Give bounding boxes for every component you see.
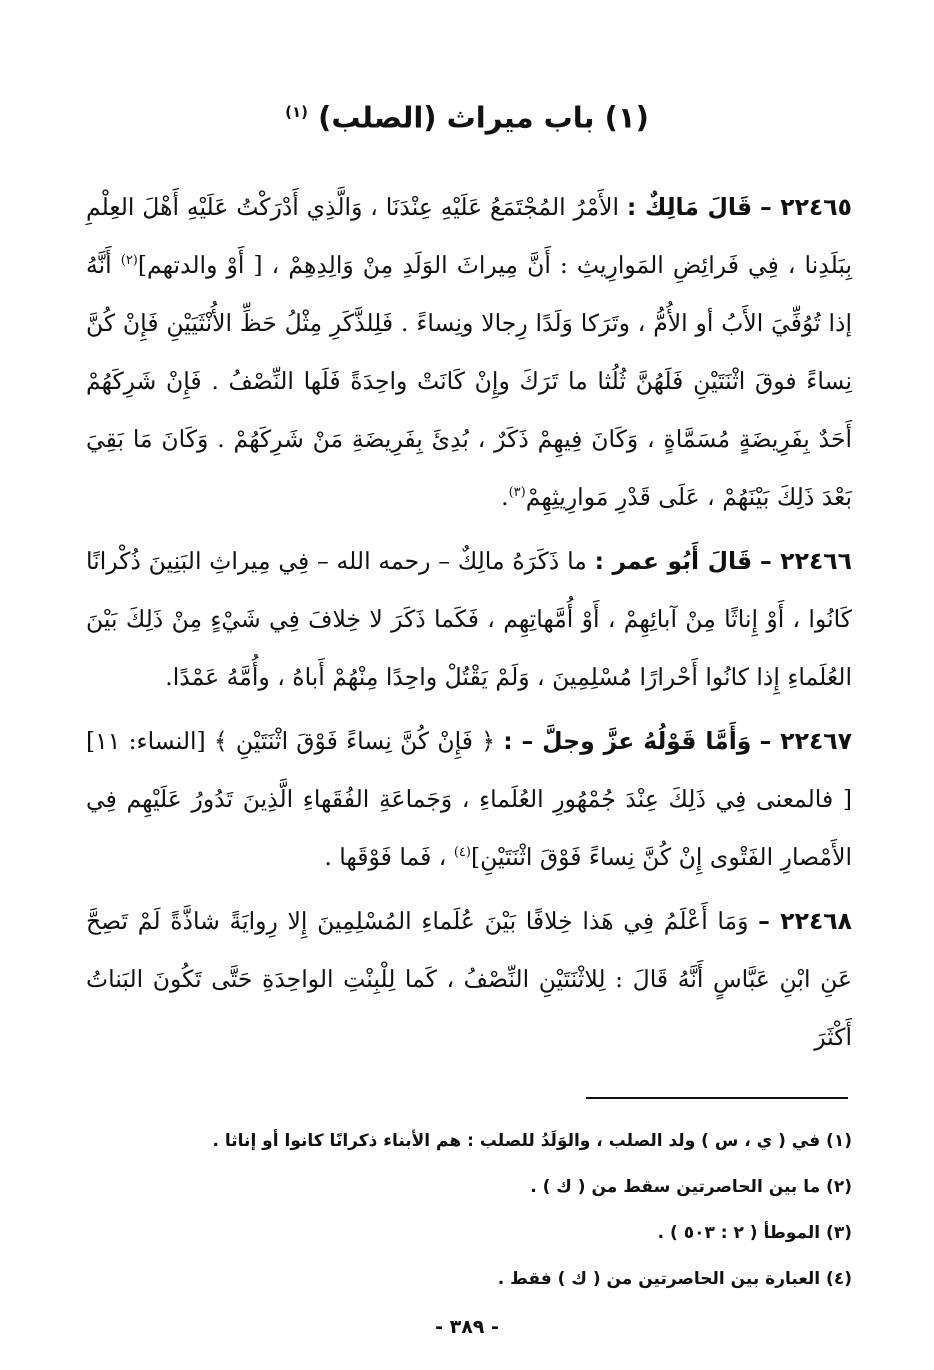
paragraph-speaker: وَأَمَّا قَوْلُهُ عزَّ وجلَّ – :	[503, 727, 752, 755]
paragraph-end: .	[501, 483, 509, 511]
main-text	[86, 178, 852, 1066]
paragraph-text-continued: ، فَما فَوْقَها .	[324, 843, 454, 871]
paragraph-speaker: قَالَ مَالِكٌ :	[626, 193, 753, 221]
paragraph-text: وَمَا أَعْلَمُ فِي هَذا خِلافًا بَيْنَ عُلَماءِ المُسْلِمِينَ إِلا رِوايَةً شاذَّةً لَمْ تَصِحَّ عَنِ ابْنِ عَبَّاسٍ أَنَّهُ قَالَ : لِلاثْنَتَيْنِ النِّصْفُ ، كَما لِلْبِنْتِ الواحِدَةِ حَتَّى تَكُونَ البَناتُ أَكْثَرَ	[86, 907, 852, 1051]
paragraph-speaker: قَالَ أَبُو عمر :	[594, 547, 753, 575]
chapter-title-note: (١)	[285, 103, 308, 121]
paragraph-22466	[86, 532, 852, 706]
footnote-4: (٤) العبارة بين الحاصرتين من ( ك ) فقط .	[497, 1269, 852, 1289]
footnote-ref: (٣)	[508, 485, 526, 501]
paragraph-number: ٢٢٤٦٥ –	[759, 193, 852, 221]
paragraph-text: ما ذَكَرَهُ مالِكٌ – رحمه الله – فِي مِيراثِ البَنِينَ ذُكْرانًا كَانُوا ، أَوْ إِناثًا مِنْ آبائِهِمْ ، أَوْ أُمَّهاتِهِم ، فَكَما ذَكَرَ لا خِلافَ فِي شَيْءٍ مِنْ ذَلِكَ بَيْنَ العُلَماءِ إِذا كانُوا أَحْرارًا مُسْلِمِينَ ، وَلَمْ يَقْتُلْ واحِدًا مِنْهُمْ أَباهُ ، وأُمَّهُ عَمْدًا.	[86, 547, 852, 691]
paragraph-number: ٢٢٤٦٨ –	[758, 907, 852, 935]
footnote-ref: (٢)	[120, 253, 138, 269]
paragraph-text: الأَمْرُ المُجْتَمَعُ عَلَيْهِ عِنْدَنَا ، وَالَّذِي أَدْرَكْتُ عَلَيْهِ أَهْلَ العِلْمِ بِبَلَدِنا ، فِي فَرائِضِ المَوارِيثِ : أَنَّ مِيراثَ الوَلَدِ مِنْ وَالِدِهِمْ ، [ أَوْ والدتهم]	[86, 193, 852, 279]
paragraph-text-continued: أَنَّهُ إذا تُوُفِّيَ الأَبُ أو الأُمُّ ، وتَرَكا وَلَدًا رِجالا ونِساءً . فَلِلذَّكَرِ مِثْلُ حَظِّ الأُنْثَيَيْنِ فَإِنْ كُنَّ نِساءً فوقَ اثْنَتَيْنِ فَلَهُنَّ ثُلُثا ما تَرَكَ وإِنْ كَانَتْ واحِدَةً فَلَها النِّصْفُ . فَإِنْ شَرِكَهُمْ أَحَدٌ بِفَرِيضَةٍ مُسَمَّاةٍ ، وَكَانَ فِيهِمْ ذَكَرٌ ، بُدِئَ بِفَرِيضَةِ مَنْ شَرِكَهُمْ . وَكَانَ مَا بَقِيَ بَعْدَ ذَلِكَ بَيْنَهُمْ ، عَلَى قَدْرِ مَوارِيثِهِمْ	[86, 251, 852, 511]
chapter-title-text: (١) باب ميراث (الصلب)	[318, 100, 649, 135]
footnote-1: (١) في ( ي ، س ) ولد الصلب ، والوَلَدُ للصلب : هم الأبناء ذكرانًا كانوا أو إناثا .	[212, 1131, 852, 1151]
footnotes	[86, 1118, 852, 1302]
paragraph-22468	[86, 892, 852, 1066]
footnote-3: (٣) الموطأ ( ٢ : ٥٠٣ ) .	[657, 1223, 852, 1243]
footnote-2: (٢) ما بين الحاصرتين سقط من ( ك ) .	[530, 1177, 852, 1197]
chapter-title	[0, 92, 934, 138]
paragraph-22465	[86, 178, 852, 526]
paragraph-number: ٢٢٤٦٧ –	[759, 727, 852, 755]
page-number: - ٣٨٩ -	[435, 1316, 499, 1338]
footnote-ref: (٤)	[453, 845, 471, 861]
paragraph-22467	[86, 712, 852, 886]
footnote-separator	[586, 1097, 848, 1099]
paragraph-text: ﴿ فَإِنْ كُنَّ نِساءً فَوْقَ اثْنَتَيْنِ ﴾ [النساء: ١١] [ فالمعنى فِي ذَلِكَ عِنْدَ جُمْهُورِ العُلَماءِ ، وَجَماعَةِ الفُقَهاءِ الَّذِينَ تَدُورُ عَلَيْهِم فِي الأَمْصارِ الفَتْوى إِنْ كُنَّ نِساءً فَوْقَ اثْنَتَيْنِ]	[86, 727, 852, 871]
paragraph-number: ٢٢٤٦٦ –	[760, 547, 852, 575]
